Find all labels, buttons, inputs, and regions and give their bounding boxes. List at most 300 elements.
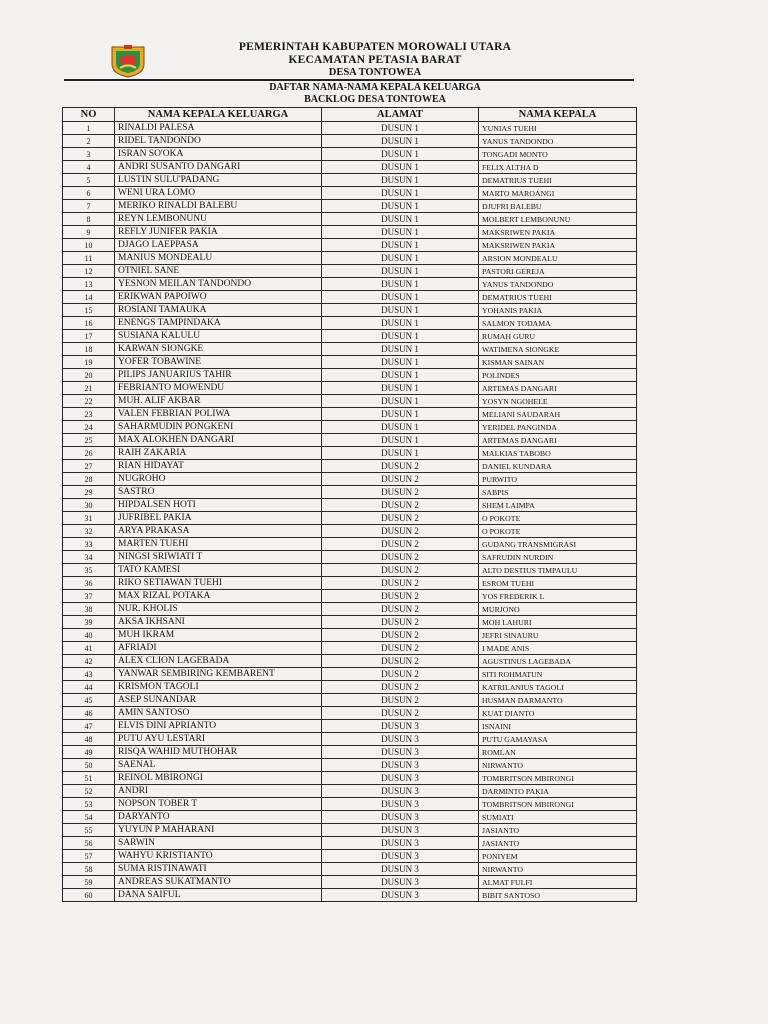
table-row: [63, 356, 637, 369]
head-name: KATRILANIUS TAGOLI: [479, 681, 637, 694]
table-row: [63, 681, 637, 694]
address: DUSUN 2: [322, 486, 479, 499]
household-head-name: MAX RIZAL POTAKA: [115, 590, 322, 603]
household-head-name: AMIN SANTOSO: [115, 707, 322, 720]
table-row: [63, 590, 637, 603]
address: DUSUN 2: [322, 473, 479, 486]
household-head-name: SUMA RISTINAWATI: [115, 863, 322, 876]
table-row: [63, 343, 637, 356]
table-row: [63, 421, 637, 434]
address: DUSUN 2: [322, 499, 479, 512]
table-row: [63, 304, 637, 317]
village-name: DESA TONTOWEA: [328, 67, 422, 78]
address: DUSUN 3: [322, 746, 479, 759]
table-row: [63, 148, 637, 161]
head-name: PASTORI GEREJA: [479, 265, 637, 278]
table-row: [63, 642, 637, 655]
household-head-name: ROSIANI TAMAUKA: [115, 304, 322, 317]
household-head-name: PILIPS JANUARIUS TAHIR: [115, 369, 322, 382]
row-number: 38: [63, 603, 115, 616]
head-name: ESROM TUEHI: [479, 577, 637, 590]
address: DUSUN 2: [322, 538, 479, 551]
table-row: [63, 330, 637, 343]
address: DUSUN 1: [322, 343, 479, 356]
table-row: [63, 460, 637, 473]
head-name: MALKIAS TABOBO: [479, 447, 637, 460]
household-head-name: MANIUS MONDEALU: [115, 252, 322, 265]
household-head-name: PUTU AYU LESTARI: [115, 733, 322, 746]
table-row: [63, 668, 637, 681]
head-name: YERIDEL PANGINDA: [479, 421, 637, 434]
head-name: PUTU GAMAYASA: [479, 733, 637, 746]
head-name: JASIANTO: [479, 837, 637, 850]
table-row: [63, 863, 637, 876]
household-head-name: NINGSI SRIWIATI T: [115, 551, 322, 564]
head-name: YANUS TANDONDO: [479, 135, 637, 148]
row-number: 46: [63, 707, 115, 720]
row-number: 40: [63, 629, 115, 642]
head-name: MOH LAHURI: [479, 616, 637, 629]
row-number: 52: [63, 785, 115, 798]
household-head-name: MUH. ALIF AKBAR: [115, 395, 322, 408]
row-number: 1: [63, 122, 115, 135]
row-number: 12: [63, 265, 115, 278]
column-header-address: ALAMAT: [322, 108, 479, 122]
head-name: AGUSTINUS LAGEBADA: [479, 655, 637, 668]
head-name: MAKSRIWEN PAKIA: [479, 239, 637, 252]
row-number: 21: [63, 382, 115, 395]
household-head-name: ALEX CLION LAGEBADA: [115, 655, 322, 668]
address: DUSUN 1: [322, 408, 479, 421]
household-head-name: KRISMON TAGOLI: [115, 681, 322, 694]
address: DUSUN 3: [322, 759, 479, 772]
address: DUSUN 2: [322, 525, 479, 538]
address: DUSUN 1: [322, 395, 479, 408]
head-name: ISNAINI: [479, 720, 637, 733]
table-row: [63, 187, 637, 200]
row-number: 25: [63, 434, 115, 447]
table-row: [63, 629, 637, 642]
row-number: 23: [63, 408, 115, 421]
row-number: 35: [63, 564, 115, 577]
address: DUSUN 1: [322, 421, 479, 434]
row-number: 15: [63, 304, 115, 317]
table-row: [63, 655, 637, 668]
table-row: [63, 759, 637, 772]
row-number: 34: [63, 551, 115, 564]
row-number: 7: [63, 200, 115, 213]
household-head-name: FEBRIANTO MOWENDU: [115, 382, 322, 395]
row-number: 18: [63, 343, 115, 356]
address: DUSUN 3: [322, 811, 479, 824]
row-number: 48: [63, 733, 115, 746]
address: DUSUN 2: [322, 577, 479, 590]
table-row: [63, 135, 637, 148]
table-row: [63, 226, 637, 239]
household-head-name: YESNON MEILAN TANDONDO: [115, 278, 322, 291]
address: DUSUN 1: [322, 187, 479, 200]
table-row: [63, 239, 637, 252]
row-number: 50: [63, 759, 115, 772]
row-number: 41: [63, 642, 115, 655]
row-number: 43: [63, 668, 115, 681]
head-name: ROMLAN: [479, 746, 637, 759]
household-head-name: VALEN FEBRIAN POLIWA: [115, 408, 322, 421]
row-number: 42: [63, 655, 115, 668]
table-row: [63, 772, 637, 785]
household-head-name: NOPSON TOBER T: [115, 798, 322, 811]
table-row: [63, 889, 637, 902]
table-row: [63, 395, 637, 408]
address: DUSUN 1: [322, 304, 479, 317]
address: DUSUN 2: [322, 512, 479, 525]
address: DUSUN 1: [322, 278, 479, 291]
address: DUSUN 2: [322, 564, 479, 577]
table-row: [63, 798, 637, 811]
table-row: [63, 447, 637, 460]
address: DUSUN 3: [322, 785, 479, 798]
household-head-name: YOFER TOBAWINE: [115, 356, 322, 369]
address: DUSUN 2: [322, 707, 479, 720]
address: DUSUN 2: [322, 668, 479, 681]
household-head-name: RIAN HIDAYAT: [115, 460, 322, 473]
head-name: JEFRI SINAURU: [479, 629, 637, 642]
household-head-name: ELVIS DINI APRIANTO: [115, 720, 322, 733]
household-head-name: LUSTIN SULU'PADANG: [115, 174, 322, 187]
table-row: [63, 369, 637, 382]
row-number: 57: [63, 850, 115, 863]
address: DUSUN 1: [322, 135, 479, 148]
head-name: SITI ROHMATUN: [479, 668, 637, 681]
address: DUSUN 1: [322, 356, 479, 369]
household-head-name: REINOL MBIRONGI: [115, 772, 322, 785]
head-name: NIRWANTO: [479, 863, 637, 876]
row-number: 14: [63, 291, 115, 304]
row-number: 4: [63, 161, 115, 174]
household-head-name: NUGROHO: [115, 473, 322, 486]
row-number: 9: [63, 226, 115, 239]
household-head-name: AFRIADI: [115, 642, 322, 655]
head-name: KISMAN SAINAN: [479, 356, 637, 369]
row-number: 37: [63, 590, 115, 603]
address: DUSUN 2: [322, 551, 479, 564]
household-head-name: YUYUN P MAHARANI: [115, 824, 322, 837]
table-row: [63, 200, 637, 213]
household-head-name: SAHARMUDIN PONGKENI: [115, 421, 322, 434]
row-number: 60: [63, 889, 115, 902]
address: DUSUN 2: [322, 655, 479, 668]
household-head-name: MERIKO RINALDI BALEBU: [115, 200, 322, 213]
household-head-name: DJAGO LAEPPASA: [115, 239, 322, 252]
head-name: ALTO DESTIUS TIMPAULU: [479, 564, 637, 577]
address: DUSUN 1: [322, 122, 479, 135]
household-head-name: MUH IKRAM: [115, 629, 322, 642]
row-number: 54: [63, 811, 115, 824]
row-number: 8: [63, 213, 115, 226]
head-name: TONGADI MONTO: [479, 148, 637, 161]
head-name: O POKOTE: [479, 525, 637, 538]
address: DUSUN 2: [322, 642, 479, 655]
address: DUSUN 3: [322, 798, 479, 811]
head-name: BIBIT SANTOSO: [479, 889, 637, 902]
address: DUSUN 3: [322, 889, 479, 902]
letterhead: [160, 41, 590, 79]
head-name: FELIX ALTHA D: [479, 161, 637, 174]
head-name: MARTO MAROANGI: [479, 187, 637, 200]
household-head-name: ASEP SUNANDAR: [115, 694, 322, 707]
address: DUSUN 2: [322, 616, 479, 629]
head-name: YUNIAS TUEHI: [479, 122, 637, 135]
row-number: 17: [63, 330, 115, 343]
head-name: ARTEMAS DANGARI: [479, 434, 637, 447]
address: DUSUN 2: [322, 460, 479, 473]
address: DUSUN 2: [322, 681, 479, 694]
address: DUSUN 3: [322, 824, 479, 837]
household-head-name: WENI URA LOMO: [115, 187, 322, 200]
district-name: KECAMATAN PETASIA BARAT: [288, 54, 462, 66]
address: DUSUN 3: [322, 863, 479, 876]
head-name: DEMATRIUS TUEHI: [479, 174, 637, 187]
address: DUSUN 1: [322, 330, 479, 343]
table-row: [63, 603, 637, 616]
row-number: 59: [63, 876, 115, 889]
head-name: YANUS TANDONDO: [479, 278, 637, 291]
row-number: 6: [63, 187, 115, 200]
household-head-name: SAENAL: [115, 759, 322, 772]
household-head-name: SASTRO: [115, 486, 322, 499]
household-head-name: SUSIANA KALULU: [115, 330, 322, 343]
table-row: [63, 850, 637, 863]
government-name: PEMERINTAH KABUPATEN MOROWALI UTARA: [238, 41, 512, 53]
table-row: [63, 811, 637, 824]
row-number: 28: [63, 473, 115, 486]
household-head-name: SARWIN: [115, 837, 322, 850]
row-number: 29: [63, 486, 115, 499]
household-head-name: DANA SAIFUL: [115, 889, 322, 902]
household-head-name: RAIH ZAKARIA: [115, 447, 322, 460]
address: DUSUN 1: [322, 161, 479, 174]
head-name: SAFRUDIN NURDIN: [479, 551, 637, 564]
row-number: 56: [63, 837, 115, 850]
address: DUSUN 3: [322, 876, 479, 889]
row-number: 26: [63, 447, 115, 460]
document-title: [160, 82, 590, 105]
address: DUSUN 2: [322, 603, 479, 616]
table-row: [63, 382, 637, 395]
head-name: ARTEMAS DANGARI: [479, 382, 637, 395]
address: DUSUN 1: [322, 382, 479, 395]
address: DUSUN 3: [322, 772, 479, 785]
table-row: [63, 785, 637, 798]
table-row: [63, 473, 637, 486]
household-head-name: MARTEN TUEHI: [115, 538, 322, 551]
head-name: GUDANG TRANSMIGRASI: [479, 538, 637, 551]
address: DUSUN 1: [322, 317, 479, 330]
row-number: 11: [63, 252, 115, 265]
household-head-name: HIPDALSEN HOTI: [115, 499, 322, 512]
table-row: [63, 837, 637, 850]
row-number: 44: [63, 681, 115, 694]
household-head-name: WAHYU KRISTIANTO: [115, 850, 322, 863]
address: DUSUN 1: [322, 226, 479, 239]
address: DUSUN 1: [322, 200, 479, 213]
household-head-name: ERIKWAN PAPOIWO: [115, 291, 322, 304]
row-number: 51: [63, 772, 115, 785]
household-head-name: ISRAN SO'OKA: [115, 148, 322, 161]
row-number: 36: [63, 577, 115, 590]
row-number: 20: [63, 369, 115, 382]
column-header-no: NO: [63, 108, 115, 122]
address: DUSUN 2: [322, 629, 479, 642]
table-row: [63, 278, 637, 291]
table-row: [63, 499, 637, 512]
address: DUSUN 3: [322, 720, 479, 733]
row-number: 27: [63, 460, 115, 473]
address: DUSUN 1: [322, 447, 479, 460]
table-row: [63, 720, 637, 733]
household-head-name: RIDEL TANDONDO: [115, 135, 322, 148]
head-name: DARMINTO PAKIA: [479, 785, 637, 798]
table-row: [63, 551, 637, 564]
table-row: [63, 694, 637, 707]
table-row: [63, 577, 637, 590]
address: DUSUN 1: [322, 174, 479, 187]
head-name: SABPIS: [479, 486, 637, 499]
address: DUSUN 1: [322, 265, 479, 278]
head-name: KUAT DIANTO: [479, 707, 637, 720]
head-name: MAKSRIWEN PAKIA: [479, 226, 637, 239]
row-number: 24: [63, 421, 115, 434]
household-head-name: RISQA WAHID MUTHOHAR: [115, 746, 322, 759]
address: DUSUN 3: [322, 837, 479, 850]
address: DUSUN 2: [322, 590, 479, 603]
row-number: 47: [63, 720, 115, 733]
head-name: YOS FREDERIK L: [479, 590, 637, 603]
head-name: MURJONO: [479, 603, 637, 616]
row-number: 55: [63, 824, 115, 837]
household-head-name: REYN LEMBONUNU: [115, 213, 322, 226]
head-name: PURWITO: [479, 473, 637, 486]
head-name: RUMAH GURU: [479, 330, 637, 343]
address: DUSUN 3: [322, 733, 479, 746]
address: DUSUN 1: [322, 369, 479, 382]
column-header-head-name: NAMA KEPALA: [479, 108, 637, 122]
household-head-name: RINALDI PALESA: [115, 122, 322, 135]
table-row: [63, 486, 637, 499]
head-name: ARSION MONDEALU: [479, 252, 637, 265]
address: DUSUN 1: [322, 213, 479, 226]
head-name: HUSMAN DARMANTO: [479, 694, 637, 707]
address: DUSUN 1: [322, 252, 479, 265]
head-name: POLINDES: [479, 369, 637, 382]
head-name: JASIANTO: [479, 824, 637, 837]
head-name: DEMATRIUS TUEHI: [479, 291, 637, 304]
head-name: MOLBERT LEMBONUNU: [479, 213, 637, 226]
column-header-household-head: NAMA KEPALA KELUARGA: [115, 108, 322, 122]
row-number: 45: [63, 694, 115, 707]
household-head-name: ANDRI: [115, 785, 322, 798]
letterhead-divider: [64, 79, 634, 81]
head-name: PONIYEM: [479, 850, 637, 863]
household-head-name: ENENGS TAMPINDAKA: [115, 317, 322, 330]
address: DUSUN 3: [322, 850, 479, 863]
table-row: [63, 252, 637, 265]
table-row: [63, 512, 637, 525]
address: DUSUN 1: [322, 148, 479, 161]
table-row: [63, 213, 637, 226]
household-head-name: REFLY JUNIFER PAKIA: [115, 226, 322, 239]
row-number: 32: [63, 525, 115, 538]
head-name: WATIMENA SIONGKE: [479, 343, 637, 356]
household-head-name: NUR. KHOLIS: [115, 603, 322, 616]
table-row: [63, 876, 637, 889]
head-name: MELIANI SAUDARAH: [479, 408, 637, 421]
table-body: [63, 122, 637, 902]
household-head-name: TATO KAMESI: [115, 564, 322, 577]
head-name: O POKOTE: [479, 512, 637, 525]
table-row: [63, 161, 637, 174]
head-name: DANIEL KUNDARA: [479, 460, 637, 473]
head-name: I MADE ANIS: [479, 642, 637, 655]
head-name: SUMIATI: [479, 811, 637, 824]
regency-emblem-icon: [108, 44, 148, 78]
row-number: 13: [63, 278, 115, 291]
table-row: [63, 525, 637, 538]
head-name: YOSYN NGOHELE: [479, 395, 637, 408]
row-number: 19: [63, 356, 115, 369]
household-head-name: KARWAN SIONGKE: [115, 343, 322, 356]
table-row: [63, 824, 637, 837]
household-head-name: MAX ALOKHEN DANGARI: [115, 434, 322, 447]
head-name: ALMAT FULFI: [479, 876, 637, 889]
head-name: NIRWANTO: [479, 759, 637, 772]
table-row: [63, 265, 637, 278]
row-number: 49: [63, 746, 115, 759]
row-number: 58: [63, 863, 115, 876]
table-row: [63, 733, 637, 746]
row-number: 16: [63, 317, 115, 330]
address: DUSUN 1: [322, 291, 479, 304]
household-head-name: ANDRI SUSANTO DANGARI: [115, 161, 322, 174]
household-table: [62, 107, 637, 902]
table-row: [63, 122, 637, 135]
row-number: 31: [63, 512, 115, 525]
household-head-name: RIKO SETIAWAN TUEHI: [115, 577, 322, 590]
table-row: [63, 291, 637, 304]
row-number: 10: [63, 239, 115, 252]
row-number: 33: [63, 538, 115, 551]
table-row: [63, 564, 637, 577]
head-name: TOMBRITSON MBIRONGI: [479, 798, 637, 811]
table-row: [63, 707, 637, 720]
address: DUSUN 2: [322, 694, 479, 707]
table-header-row: [63, 108, 637, 122]
title-line-1: DAFTAR NAMA-NAMA KEPALA KELUARGA: [269, 82, 481, 93]
table-row: [63, 174, 637, 187]
household-head-name: YANWAR SEMBIRING KEMBARENT: [115, 668, 322, 681]
head-name: SALMON TODAMA: [479, 317, 637, 330]
table-row: [63, 408, 637, 421]
row-number: 22: [63, 395, 115, 408]
head-name: YOHANIS PAKIA: [479, 304, 637, 317]
table-row: [63, 746, 637, 759]
household-head-name: DARYANTO: [115, 811, 322, 824]
row-number: 3: [63, 148, 115, 161]
row-number: 39: [63, 616, 115, 629]
household-head-name: ARYA PRAKASA: [115, 525, 322, 538]
head-name: DJUFRI BALEBU: [479, 200, 637, 213]
table-row: [63, 434, 637, 447]
